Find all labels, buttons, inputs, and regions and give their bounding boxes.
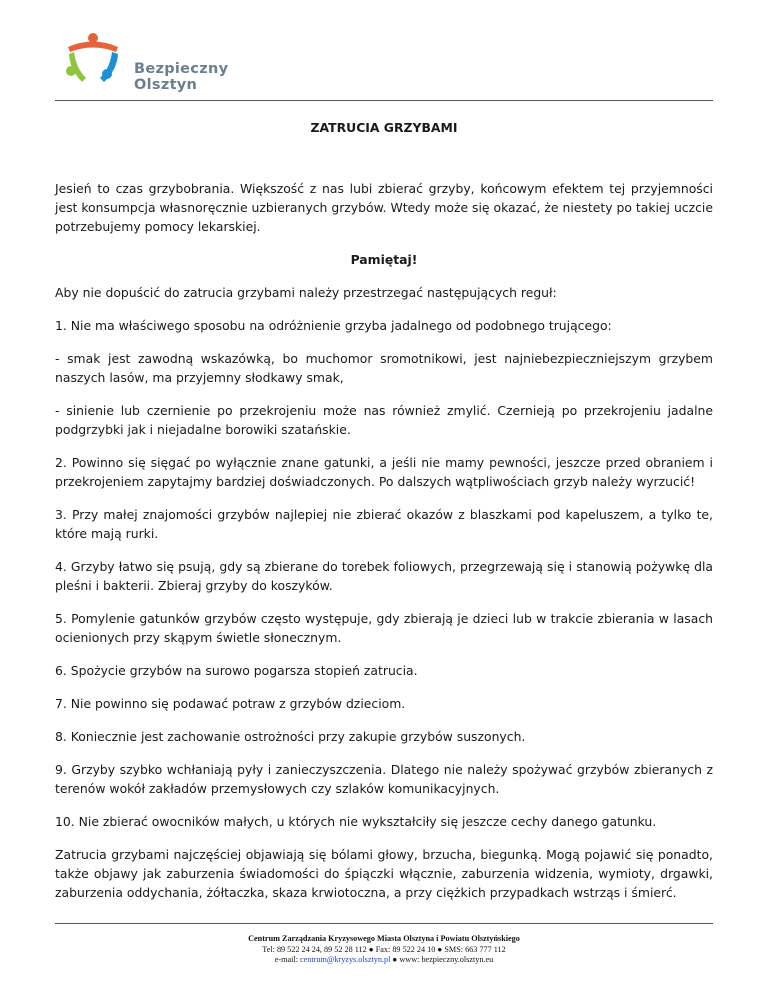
rule-7: 7. Nie powinno się podawać potraw z grzybów dzieciom. xyxy=(55,696,406,711)
remember-heading: Pamiętaj! xyxy=(350,252,418,267)
rule-6: 6. Spożycie grzybów na surowo pogarsza stopień zatrucia. xyxy=(55,663,418,678)
rule-3: 3. Przy małej znajomości grzybów najlepiej nie zbierać okazów z blaszkami pod kapeluszem, a tylko te, które mają rurki. xyxy=(55,507,713,541)
logo-figures-icon xyxy=(62,30,132,96)
footer-organization: Centrum Zarządzania Kryzysowego Miasta Olsztyna i Powiatu Olsztyńskiego xyxy=(248,934,520,943)
footer-email-label: e-mail: xyxy=(274,955,298,964)
rule-8: 8. Koniecznie jest zachowanie ostrożności przy zakupie grzybów suszonych. xyxy=(55,729,526,744)
footer-contact: Tel: 89 522 24 24, 89 52 28 112 ● Fax: 89 522 24 10 ● SMS: 663 777 112 xyxy=(262,944,506,954)
symptoms-paragraph: Zatrucia grzybami najczęściej objawiają się bólami głowy, brzucha, biegunką. Mogą pojawić się ponadto, także objawy jak zaburzenia świadomości do śpiączki włącznie, zaburzenia widzenia, wymioty, drgawki, zaburzenia oddychania, żółtaczka, skaza krwiotoczna, a przy ciężkich przypadkach wstrząs i śmierć. xyxy=(55,847,713,900)
rule-1: 1. Nie ma właściwego sposobu na odróżnienie grzyba jadalnego od podobnego trującego: xyxy=(55,318,612,333)
rule-1b: - sinienie lub czernienie po przekrojeniu może nas również zmylić. Czernieją po przekrojeniu jadalne podgrzybki jak i niejadalne borowiki szatańskie. xyxy=(55,403,713,437)
rule-10: 10. Nie zbierać owocników małych, u których nie wykształciły się jeszcze cechy danego gatunku. xyxy=(55,814,657,829)
logo-text-line2: Olsztyn xyxy=(134,77,198,93)
logo-text-line1: Bezpieczny xyxy=(134,61,229,77)
footer-email-link[interactable]: centrum@kryzys.olsztyn.pl xyxy=(300,955,391,964)
intro-paragraph: Jesień to czas grzybobrania. Większość z nas lubi zbierać grzyby, końcowym efektem tej przyjemności jest konsumpcja własnoręcznie uzbieranych grzybów. Wtedy może się okazać, że niestety po takiej uczcie potrzebujemy pomocy lekarskiej. xyxy=(55,181,713,234)
footer-www: ● www: bezpieczny.olsztyn.eu xyxy=(392,955,494,964)
rule-1a: - smak jest zawodną wskazówką, bo muchomor sromotnikowi, jest najniebezpieczniejszym grzybem naszych lasów, ma przyjemny słodkawy smak, xyxy=(55,351,713,385)
rule-5: 5. Pomylenie gatunków grzybów często występuje, gdy zbierają je dzieci lub w trakcie zbierania w lasach ocienionych przy skąpym świetle słonecznym. xyxy=(55,611,713,645)
rules-intro: Aby nie dopuścić do zatrucia grzybami należy przestrzegać następujących reguł: xyxy=(55,285,557,300)
rule-4: 4. Grzyby łatwo się psują, gdy są zbierane do torebek foliowych, przegrzewają się i stanowią pożywkę dla pleśni i bakterii. Zbieraj grzyby do koszyków. xyxy=(55,559,713,593)
footer-email-line xyxy=(0,955,768,966)
header-divider xyxy=(55,100,713,101)
footer xyxy=(0,934,768,966)
footer-divider xyxy=(55,923,713,924)
page-title: ZATRUCIA GRZYBAMI xyxy=(310,120,458,135)
rule-9: 9. Grzyby szybko wchłaniają pyły i zanieczyszczenia. Dlatego nie należy spożywać grzybów zbieranych z terenów wokół zakładów przemysłowych czy szlaków komunikacyjnych. xyxy=(55,762,713,796)
bezpieczny-olsztyn-logo xyxy=(62,30,232,96)
document-body xyxy=(55,179,713,916)
rule-2: 2. Powinno się sięgać po wyłącznie znane gatunki, a jeśli nie mamy pewności, jeszcze przed obraniem i przekrojeniem zapytajmy bardziej doświadczonych. Po dalszych wątpliwościach grzyb należy wyrzucić! xyxy=(55,455,713,489)
